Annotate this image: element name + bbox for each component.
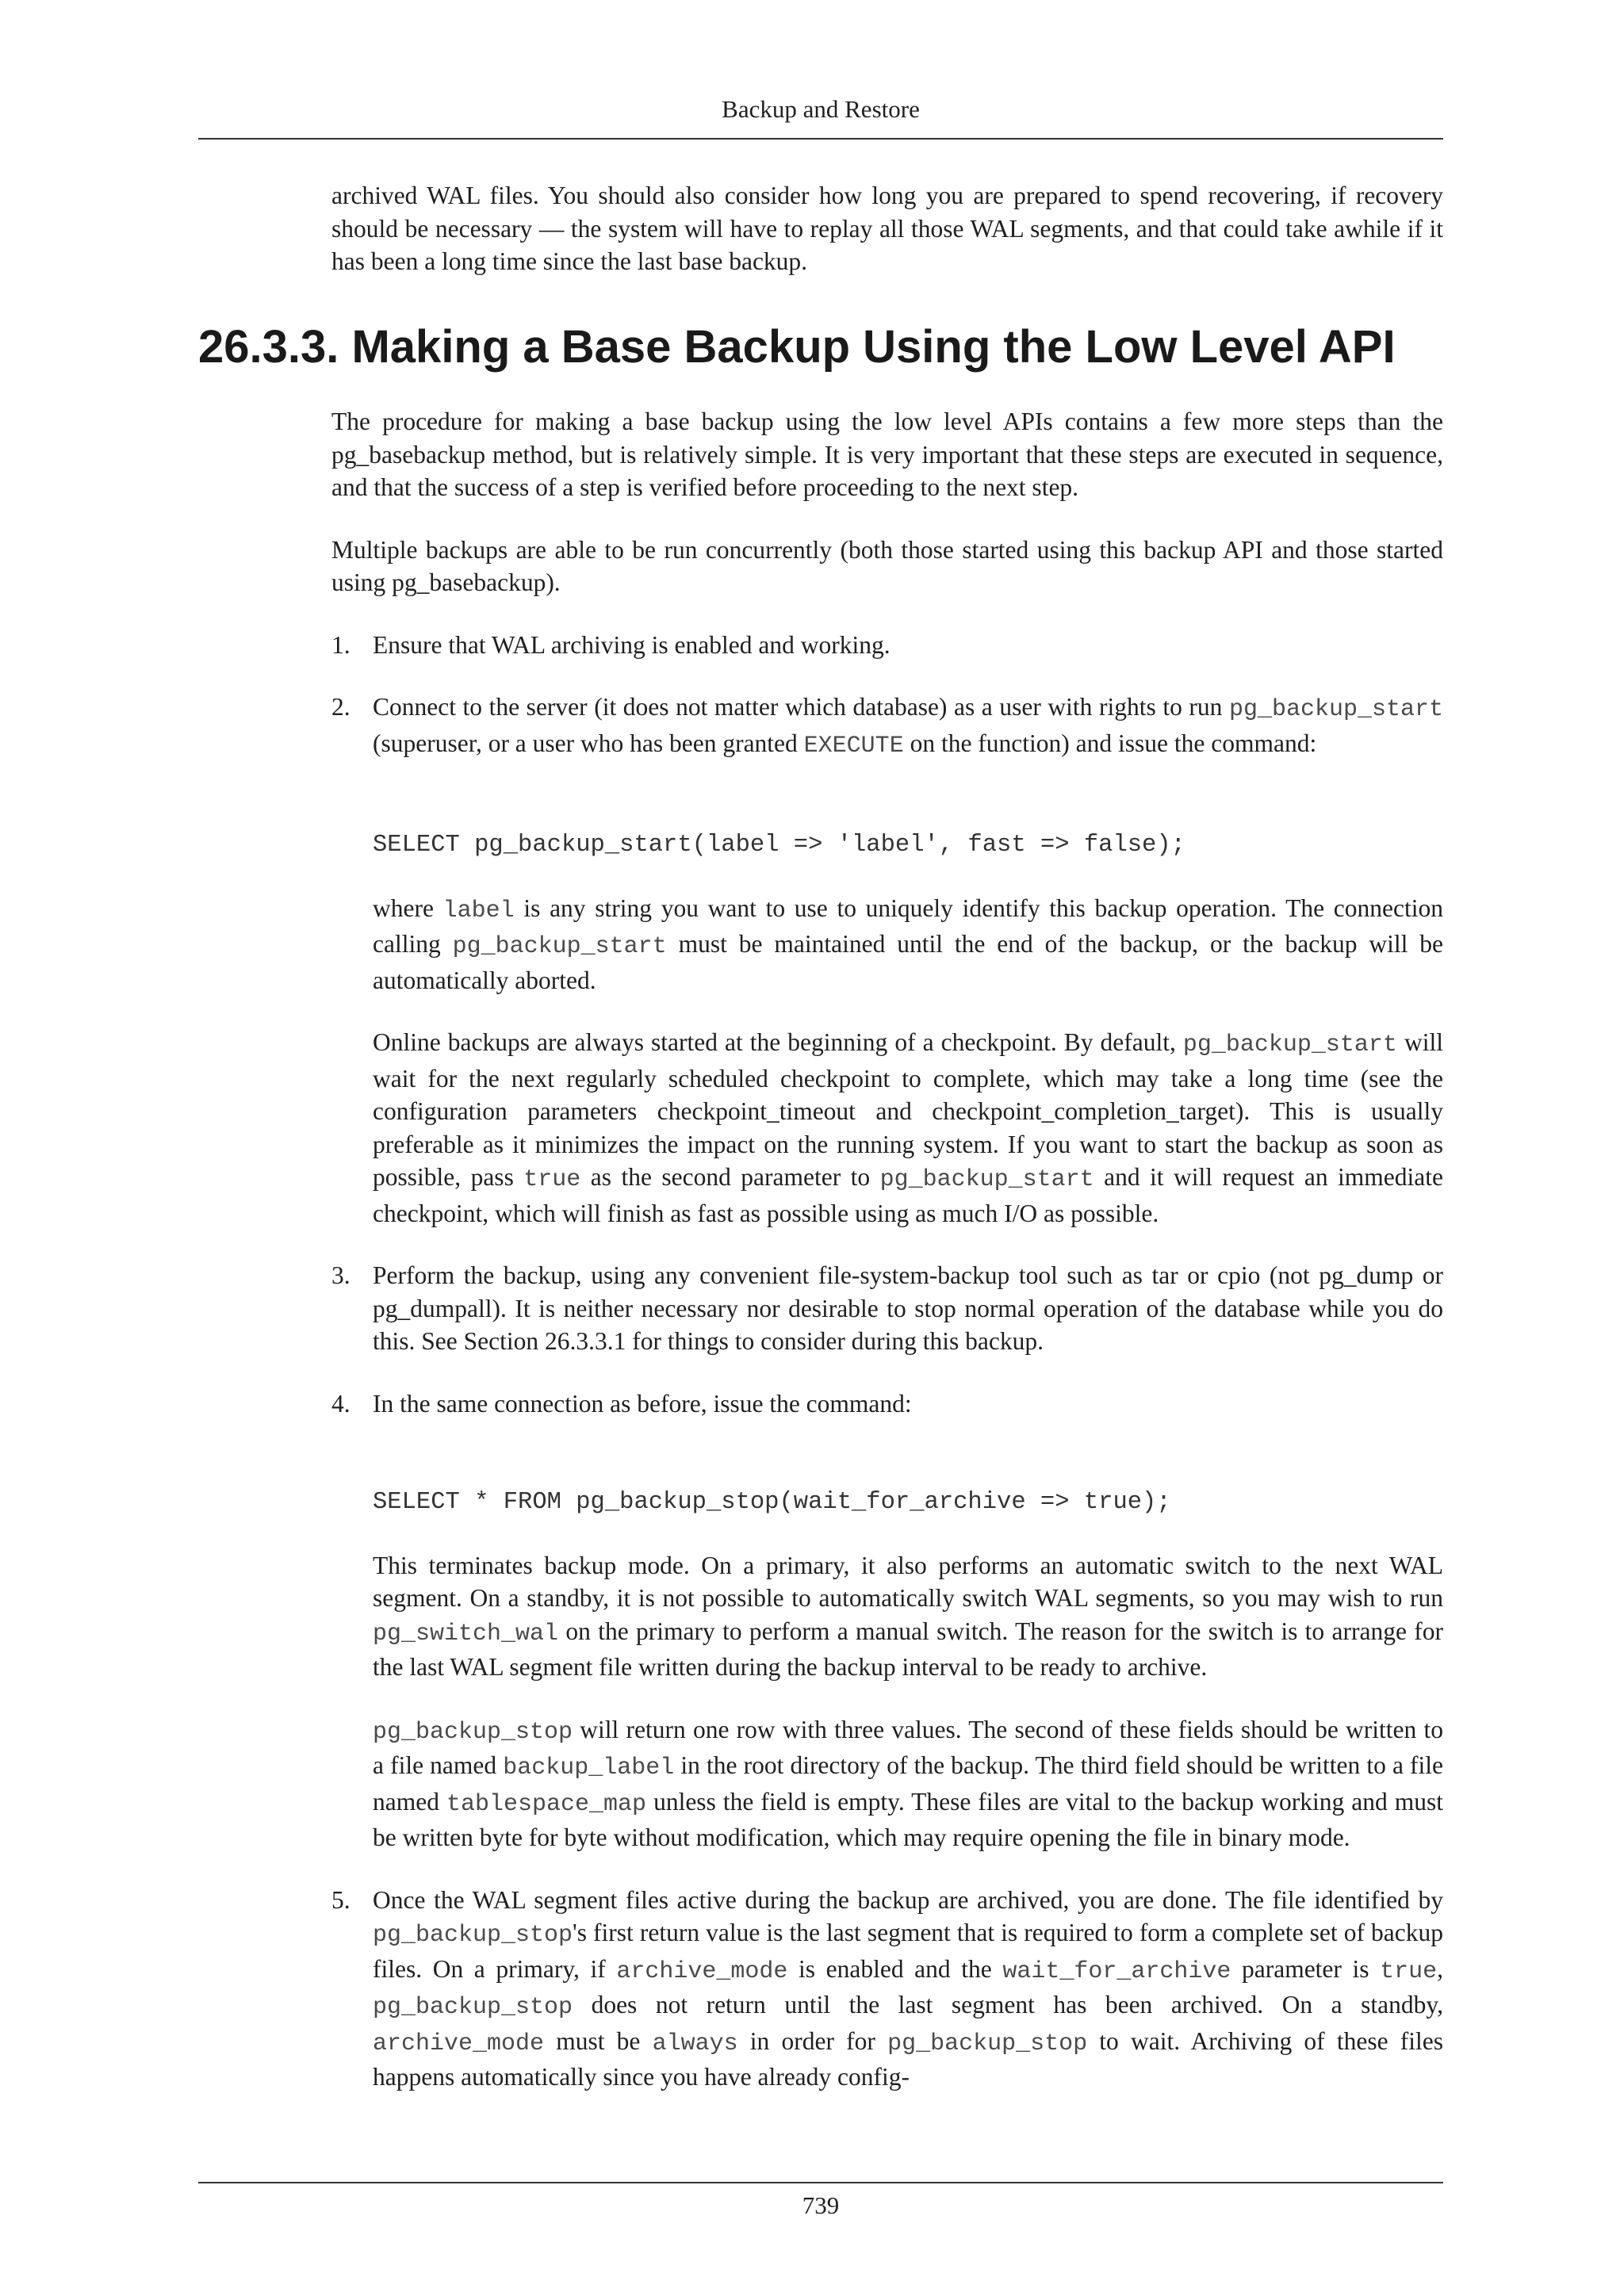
step-text: Perform the backup, using any convenient file-system-backup tool such as tar or cpio (not pg_dump or pg_dumpall). It is neither necessary nor desirable to stop normal operation of the database while you do this. See Section 26.3.3.1 for things to consider during this backup. [373,1261,1443,1355]
text-run: and it will request an immediate checkpoint, which will finish as fast as possible using as much I/O as possible. [373,1163,1443,1227]
inline-code: label [442,897,515,924]
inline-code: pg_backup_start [1182,1031,1397,1058]
text-run: 's first return value is the last segment that is required to form a complete set of backup files. On a primary, if [373,1919,1443,1983]
step-5 [331,1884,1443,2094]
text-run: in order for [737,2026,888,2055]
inline-code: backup_label [503,1755,675,1781]
inline-code: pg_backup_start [879,1166,1094,1193]
step-number: 2. [331,693,350,721]
inline-code: pg_backup_start [1228,696,1443,723]
text-run: on the primary to perform a manual switch. The reason for the switch is to arrange for the last WAL segment file written during the backup interval to be ready to archive. [373,1617,1443,1681]
step-number: 4. [331,1389,350,1418]
section-paragraph-2: Multiple backups are able to be run concurrently (both those started using this backup API and those started using pg_basebackup). [331,535,1443,596]
text-run: must be [544,2026,653,2055]
page-number: 739 [802,2191,840,2219]
text-run: as the second parameter to [580,1163,880,1191]
text-run: must be maintained until the end of the backup, or the backup will be automatically aborted. [373,930,1443,994]
inline-code: pg_backup_stop [373,1922,573,1949]
inline-code: pg_backup_stop [373,1718,573,1746]
inline-code: true [523,1166,581,1193]
step-number: 3. [331,1261,350,1289]
step-text [373,1549,1443,1684]
text-run: unless the field is empty. These files are vital to the backup working and must be written byte for byte without modification, which may require opening the file in binary mode. [373,1787,1443,1851]
header-rule [198,138,1443,140]
step-text [373,691,1443,763]
inline-code: pg_backup_start [452,933,667,960]
inline-code: archive_mode [616,1957,788,1985]
section-body [331,405,1443,2123]
text-run: Connect to the server (it does not matter which database) as a user with rights to run [373,693,1229,721]
section-paragraph-1: The procedure for making a base backup using the low level APIs contains a few more steps than the pg_basebackup method, but is relatively simple. It is very important that these steps are executed in sequence, and that the success of a step is verified before proceeding to the next step. [331,408,1443,501]
step-text: Ensure that WAL archiving is enabled and working. [373,630,891,659]
intro-paragraph: archived WAL files. You should also consider how long you are prepared to spend recovering, if recovery should be necessary — the system will have to replay all those WAL segments, and that could take awhile if it has been a long time since the last base backup. [331,182,1443,275]
text-run: will return one row with three values. The second of these fields should be written to a file named [373,1715,1443,1779]
text-run: (superuser, or a user who has been granted [373,729,804,757]
inline-code: pg_backup_stop [887,2030,1088,2057]
inline-code: pg_backup_stop [373,1994,573,2021]
step-text [373,1026,1443,1230]
section-heading: 26.3.3. Making a Base Backup Using the Low Level API [198,321,1396,373]
running-header: Backup and Restore [722,95,920,123]
inline-code: pg_switch_wal [373,1620,559,1647]
step-text [373,1713,1443,1854]
text-run: where [373,894,443,922]
step-4 [331,1387,1443,1854]
step-number: 5. [331,1885,350,1914]
text-run: Once the WAL segment files active during the backup are archived, you are done. The file identified by [373,1885,1443,1914]
step-1 [331,629,1443,662]
step-text: In the same connection as before, issue the command: [373,1389,912,1418]
text-run: This terminates backup mode. On a primary, it also performs an automatic switch to the next WAL segment. On a standby, it is not possible to automatically switch WAL segments, so you may wish to run [373,1551,1443,1612]
text-run: will wait for the next regularly scheduled checkpoint to complete, which may take a long time (see the configuration parameters checkpoint_timeout and checkpoint_completion_target). This is usually preferable as it minimizes the impact on the running system. If you want to start the backup as soon as possible, pass [373,1028,1443,1191]
step-2 [331,691,1443,1230]
step-number: 1. [331,630,350,659]
code-block: SELECT pg_backup_start(label => 'label', fast => false); [373,832,1185,859]
text-run: , [1437,1954,1443,1983]
inline-code: true [1380,1957,1438,1985]
text-run: on the function) and issue the command: [903,729,1317,757]
step-text [373,1884,1443,2094]
inline-code: tablespace_map [446,1790,647,1818]
text-run: is enabled and the [787,1954,1003,1983]
step-text [373,892,1443,997]
footer-rule [198,2182,1443,2183]
inline-code: EXECUTE [803,732,904,760]
text-run: does not return until the last segment has been archived. On a standby, [573,1991,1443,2019]
code-block: SELECT * FROM pg_backup_stop(wait_for_archive => true); [373,1489,1171,1516]
text-run: parameter is [1231,1954,1381,1983]
inline-code: always [652,2030,738,2057]
text-run: is any string you want to use to uniquely identify this backup operation. The connection calling [373,894,1443,958]
inline-code: wait_for_archive [1002,1957,1231,1985]
inline-code: archive_mode [373,2030,545,2057]
text-run: in the root directory of the backup. The third field should be written to a file named [373,1751,1444,1816]
procedure-steps [331,629,1443,2094]
text-run: to wait. Archiving of these files happens automatically since you have already config- [373,2026,1443,2091]
step-3 [331,1259,1443,1358]
intro-block [331,179,1443,278]
text-run: Online backups are always started at the beginning of a checkpoint. By default, [373,1028,1183,1056]
